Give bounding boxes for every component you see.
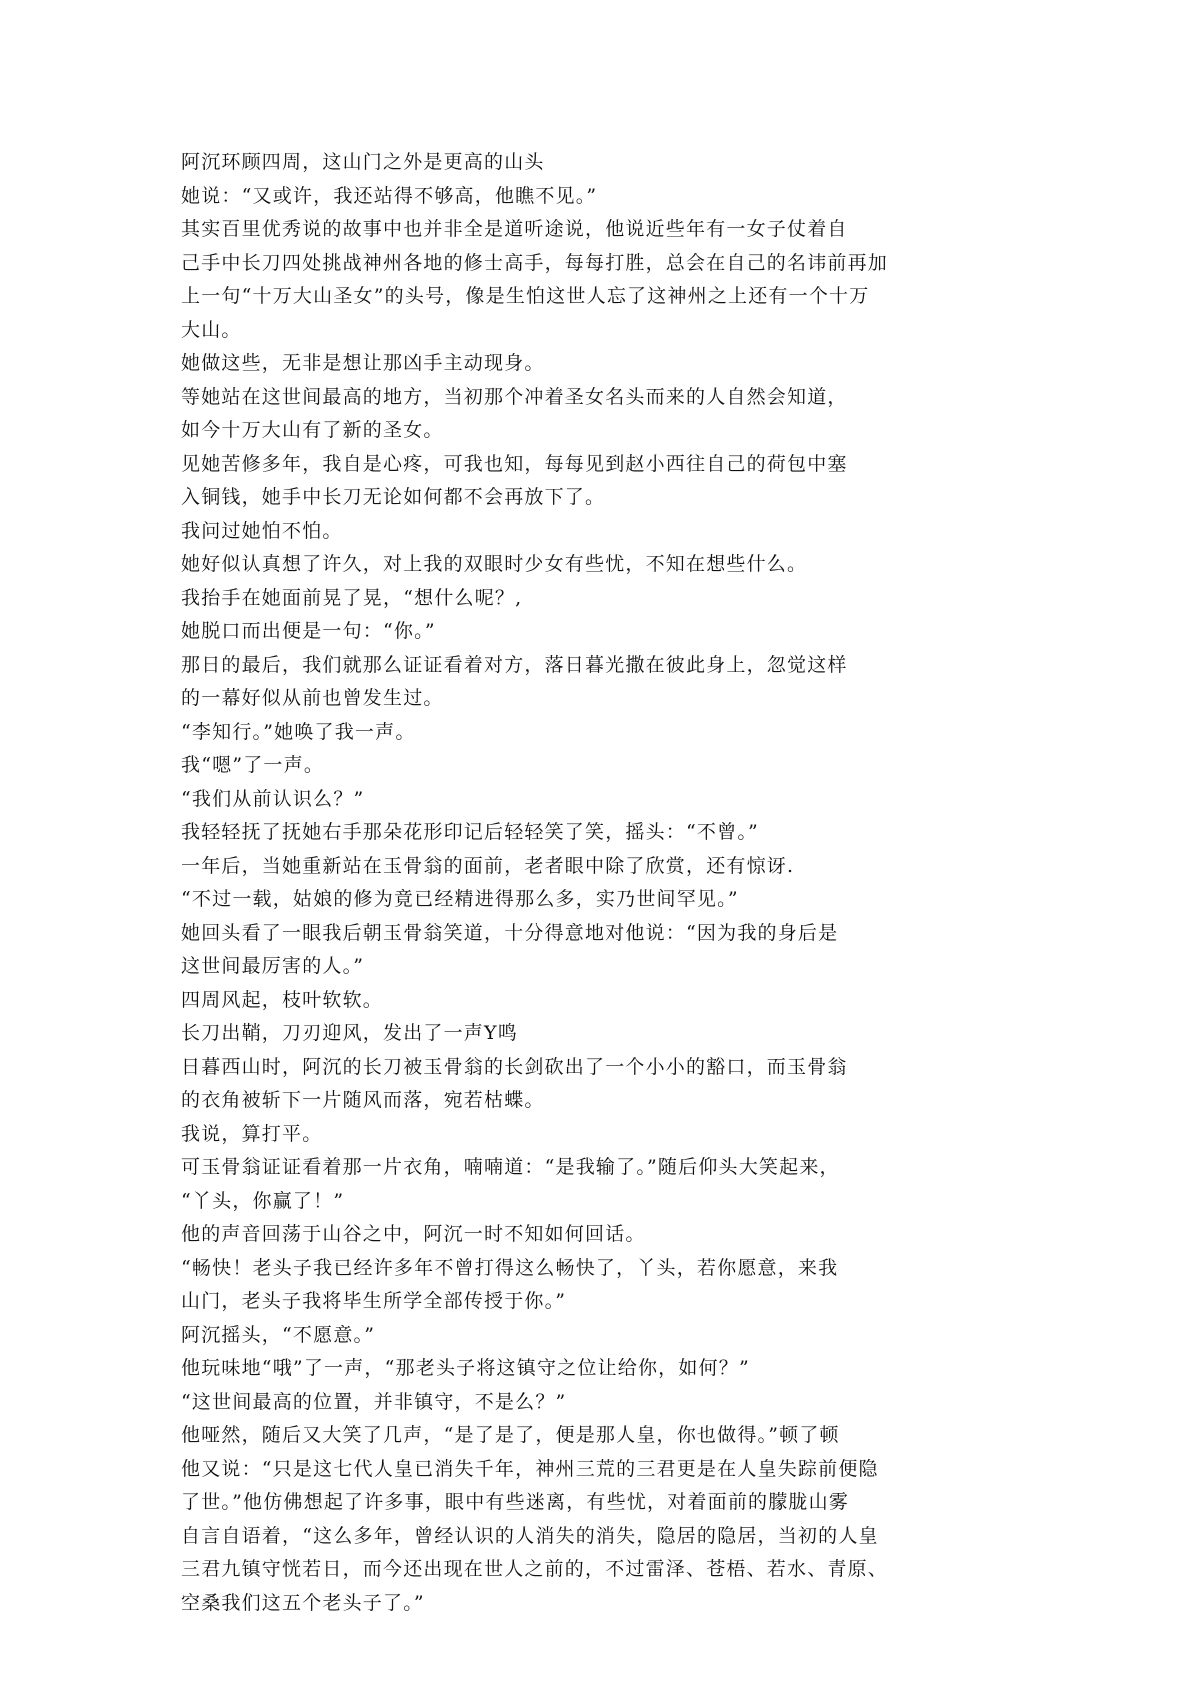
text-line: 的一幕好似从前也曾发生过。 bbox=[181, 687, 444, 709]
text-line: 己手中长刀四处挑战神州各地的修士高手，每每打胜，总会在自己的名讳前再加 bbox=[181, 251, 889, 274]
text-line: 了世。”他仿佛想起了许多事，眼中有些迷离，有些忧，对着面前的朦胧山雾 bbox=[181, 1491, 850, 1513]
text-line: 入铜钱，她手中长刀无论如何都不会再放下了。 bbox=[181, 486, 606, 508]
text-line: 这世间最厉害的人。” bbox=[181, 955, 365, 977]
text-line: “畅快！老头子我已经许多年不曾打得这么畅快了，丫头，若你愿意，来我 bbox=[181, 1256, 839, 1279]
text-line: 她回头看了一眼我后朝玉骨翁笑道，十分得意地对他说：“因为我的身后是 bbox=[181, 921, 839, 944]
text-line: 我抬手在她面前晃了晃，“想什么呢？, bbox=[181, 586, 523, 609]
text-line: “我们从前认识么？” bbox=[181, 787, 365, 810]
text-line: 三君九镇守恍若日，而今还出现在世人之前的，不过雷泽、苍梧、若水、青原、 bbox=[181, 1558, 889, 1580]
text-line: 的衣角被斩下一片随风而落，宛若枯蝶。 bbox=[181, 1089, 545, 1111]
text-line: 她说：“又或许，我还站得不够高，他瞧不见。” bbox=[181, 184, 598, 207]
text-line: 空桑我们这五个老头子了。” bbox=[181, 1591, 425, 1614]
text-line: 我问过她怕不怕。 bbox=[181, 519, 343, 542]
text-line: “这世间最高的位置，并非镇守，不是么？” bbox=[181, 1390, 567, 1413]
text-line: 他玩味地“哦”了一声，“那老头子将这镇守之位让给你，如何？” bbox=[181, 1357, 750, 1379]
text-line: 他的声音回荡于山谷之中，阿沉一时不知如何回话。 bbox=[181, 1223, 646, 1245]
text-line: “不过一载，姑娘的修为竟已经精进得那么多，实乃世间罕见。” bbox=[181, 888, 739, 910]
text-body bbox=[181, 146, 941, 1620]
text-line: 阿沉摇头，“不愿意。” bbox=[181, 1323, 376, 1346]
text-line: 我“嗯”了一声。 bbox=[181, 754, 325, 776]
text-line: 如今十万大山有了新的圣女。 bbox=[181, 419, 444, 441]
text-line: 见她苦修多年，我自是心疼，可我也知，每每见到赵小西往自己的荷包中塞 bbox=[181, 452, 848, 475]
text-line: 长刀出鞘，刀刃迎风，发出了一声Y鸣 bbox=[181, 1022, 518, 1044]
text-line: “李知行。”她唤了我一声。 bbox=[181, 720, 416, 743]
text-line: 他哑然，随后又大笑了几声，“是了是了，便是那人皇，你也做得。”顿了顿 bbox=[181, 1424, 840, 1446]
text-line: 她做这些，无非是想让那凶手主动现身。 bbox=[181, 352, 545, 374]
text-line: 等她站在这世间最高的地方，当初那个冲着圣女名头而来的人自然会知道， bbox=[181, 385, 848, 408]
text-line: “丫头，你赢了！” bbox=[181, 1189, 345, 1212]
text-line: 日暮西山时，阿沉的长刀被玉骨翁的长剑砍出了一个小小的豁口，而玉骨翁 bbox=[181, 1055, 848, 1078]
text-line: 四周风起，枝叶软软。 bbox=[181, 988, 384, 1011]
text-line: 大山。 bbox=[181, 318, 242, 341]
text-line: 她脱口而出便是一句：“你。” bbox=[181, 620, 436, 642]
text-line: 我轻轻抚了抚她右手那朵花形印记后轻轻笑了笑，摇头：“不曾。” bbox=[181, 821, 759, 843]
text-line: 他又说：“只是这七代人皇已消失千年，神州三荒的三君更是在人皇失踪前便隐 bbox=[181, 1457, 879, 1480]
text-line: 一年后，当她重新站在玉骨翁的面前，老者眼中除了欣赏，还有惊讶. bbox=[181, 854, 795, 877]
text-line: 自言自语着，“这么多年，曾经认识的人消失的消失，隐居的隐居，当初的人皇 bbox=[181, 1524, 879, 1547]
text-line: 可玉骨翁证证看着那一片衣角，喃喃道：“是我输了。”随后仰头大笑起来， bbox=[181, 1156, 840, 1178]
text-line: 上一句“十万大山圣女”的头号，像是生怕这世人忘了这神州之上还有一个十万 bbox=[181, 285, 870, 307]
text-line: 山门，老头子我将毕生所学全部传授于你。” bbox=[181, 1290, 567, 1312]
text-line: 那日的最后，我们就那么证证看着对方，落日暮光撒在彼此身上，忽觉这样 bbox=[181, 653, 848, 676]
text-line: 阿沉环顾四周，这山门之外是更高的山头 bbox=[181, 151, 545, 173]
text-line: 我说，算打平。 bbox=[181, 1122, 323, 1145]
text-line: 其实百里优秀说的故事中也并非全是道听途说，他说近些年有一女子仗着自 bbox=[181, 218, 848, 240]
text-line: 她好似认真想了许久，对上我的双眼时少女有些忧，不知在想些什么。 bbox=[181, 553, 808, 575]
